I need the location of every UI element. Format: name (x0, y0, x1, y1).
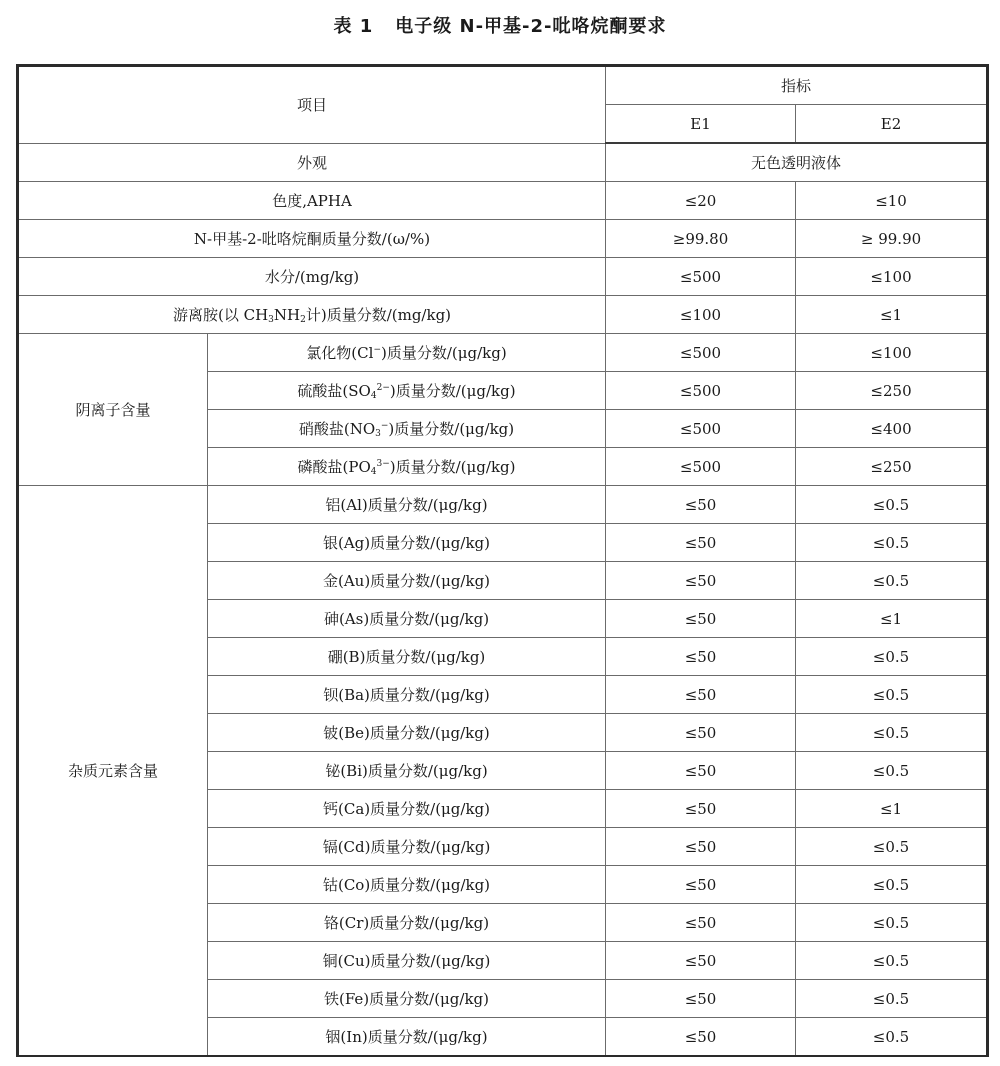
value-e1: ≤50 (606, 486, 796, 524)
value-e2: ≤100 (796, 258, 988, 296)
header-grade-e2: E2 (796, 105, 988, 144)
row-label (208, 372, 606, 410)
row-value: 无色透明液体 (606, 143, 988, 182)
row-label: 外观 (18, 143, 606, 182)
value-e2: ≤0.5 (796, 980, 988, 1018)
row-label: 镉(Cd)质量分数/(μg/kg) (208, 828, 606, 866)
superscript: 2− (376, 383, 390, 393)
value-e1: ≤50 (606, 980, 796, 1018)
row-label (18, 296, 606, 334)
row-label (208, 334, 606, 372)
value-e1: ≤500 (606, 334, 796, 372)
header-grade-e1: E1 (606, 105, 796, 144)
superscript: − (380, 421, 389, 431)
value-e1: ≤50 (606, 676, 796, 714)
value-e2: ≤250 (796, 372, 988, 410)
label-text: 硫酸盐(SO (297, 382, 371, 400)
table-row (18, 296, 988, 334)
row-label: 水分/(mg/kg) (18, 258, 606, 296)
value-e1: ≤100 (606, 296, 796, 334)
subscript: 4 (370, 467, 377, 477)
value-e1: ≤50 (606, 828, 796, 866)
value-e1: ≤500 (606, 448, 796, 486)
value-e1: ≤50 (606, 524, 796, 562)
header-row-1 (18, 66, 988, 105)
value-e1: ≤50 (606, 790, 796, 828)
value-e1: ≤50 (606, 638, 796, 676)
label-text: 硝酸盐(NO (298, 420, 376, 438)
row-label: 铍(Be)质量分数/(μg/kg) (208, 714, 606, 752)
value-e2: ≤0.5 (796, 828, 988, 866)
value-e1: ≤50 (606, 1018, 796, 1057)
row-label: 铋(Bi)质量分数/(μg/kg) (208, 752, 606, 790)
label-text: 磷酸盐(PO (297, 458, 371, 476)
value-e1: ≤50 (606, 752, 796, 790)
value-e2: ≤250 (796, 448, 988, 486)
row-label: 铬(Cr)质量分数/(μg/kg) (208, 904, 606, 942)
value-e2: ≤0.5 (796, 638, 988, 676)
superscript: 3− (376, 459, 390, 469)
header-indicator: 指标 (606, 66, 988, 105)
subscript: 4 (370, 391, 377, 401)
row-label: 硼(B)质量分数/(μg/kg) (208, 638, 606, 676)
row-label: 铁(Fe)质量分数/(μg/kg) (208, 980, 606, 1018)
table-row (18, 220, 988, 258)
value-e2: ≤0.5 (796, 676, 988, 714)
row-label: 砷(As)质量分数/(μg/kg) (208, 600, 606, 638)
value-e1: ≤50 (606, 904, 796, 942)
value-e2: ≥ 99.90 (796, 220, 988, 258)
label-text: 游离胺(以 CH (172, 306, 269, 324)
value-e1: ≤500 (606, 410, 796, 448)
label-text: )质量分数/(μg/kg) (389, 458, 516, 476)
value-e2: ≤0.5 (796, 752, 988, 790)
row-label: 钙(Ca)质量分数/(μg/kg) (208, 790, 606, 828)
label-text: 氯化物(Cl (306, 344, 374, 362)
row-label: 钡(Ba)质量分数/(μg/kg) (208, 676, 606, 714)
row-label: 银(Ag)质量分数/(μg/kg) (208, 524, 606, 562)
value-e1: ≤50 (606, 866, 796, 904)
superscript: − (373, 345, 381, 355)
value-e2: ≤0.5 (796, 486, 988, 524)
value-e1: ≤500 (606, 372, 796, 410)
value-e2: ≤1 (796, 790, 988, 828)
table-row (18, 486, 988, 524)
row-label (208, 448, 606, 486)
table-row (18, 182, 988, 220)
value-e2: ≤100 (796, 334, 988, 372)
table-caption (0, 12, 1000, 38)
table-number: 表 1 (333, 16, 374, 37)
label-text: 计)质量分数/(mg/kg) (305, 306, 452, 324)
row-label: 钴(Co)质量分数/(μg/kg) (208, 866, 606, 904)
value-e2: ≤0.5 (796, 942, 988, 980)
value-e2: ≤1 (796, 296, 988, 334)
header-item: 项目 (18, 66, 606, 144)
label-text: NH (273, 306, 301, 324)
value-e1: ≤50 (606, 600, 796, 638)
value-e1: ≤50 (606, 714, 796, 752)
label-text: )质量分数/(μg/kg) (380, 344, 507, 362)
row-label: 色度,APHA (18, 182, 606, 220)
value-e2: ≤1 (796, 600, 988, 638)
value-e1: ≤50 (606, 562, 796, 600)
table-row (18, 334, 988, 372)
subscript: 2 (300, 315, 306, 325)
value-e1: ≤20 (606, 182, 796, 220)
value-e2: ≤0.5 (796, 714, 988, 752)
value-e2: ≤400 (796, 410, 988, 448)
value-e2: ≤0.5 (796, 1018, 988, 1057)
value-e2: ≤0.5 (796, 866, 988, 904)
row-label: N-甲基-2-吡咯烷酮质量分数/(ω/%) (18, 220, 606, 258)
table-title: 电子级 N-甲基-2-吡咯烷酮要求 (395, 16, 667, 37)
group-label-impurities: 杂质元素含量 (18, 486, 208, 1057)
label-text: )质量分数/(μg/kg) (389, 382, 516, 400)
row-label: 铝(Al)质量分数/(μg/kg) (208, 486, 606, 524)
subscript: 3 (375, 429, 381, 439)
table-row (18, 258, 988, 296)
group-label-anions: 阴离子含量 (18, 334, 208, 486)
value-e2: ≤0.5 (796, 524, 988, 562)
row-label: 铟(In)质量分数/(μg/kg) (208, 1018, 606, 1057)
requirements-table (16, 64, 989, 1057)
subscript: 3 (268, 315, 274, 325)
value-e1: ≥99.80 (606, 220, 796, 258)
row-label (208, 410, 606, 448)
table-row (18, 143, 988, 182)
value-e2: ≤0.5 (796, 562, 988, 600)
value-e2: ≤0.5 (796, 904, 988, 942)
row-label: 铜(Cu)质量分数/(μg/kg) (208, 942, 606, 980)
value-e2: ≤10 (796, 182, 988, 220)
value-e1: ≤50 (606, 942, 796, 980)
row-label: 金(Au)质量分数/(μg/kg) (208, 562, 606, 600)
label-text: )质量分数/(μg/kg) (388, 420, 515, 438)
value-e1: ≤500 (606, 258, 796, 296)
